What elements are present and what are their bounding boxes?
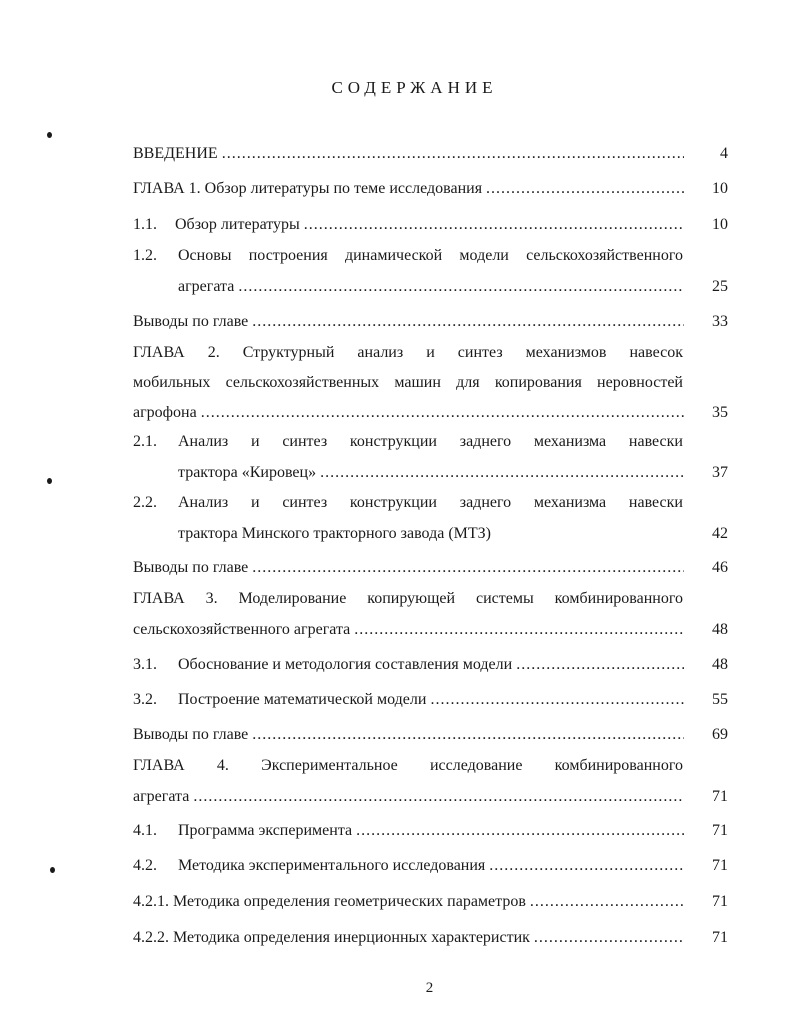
leader-dots — [238, 273, 684, 301]
toc-entry-title-cont: трактора Минского тракторного завода (МТЗ) — [178, 525, 491, 542]
toc-entry-number: 3.2. — [133, 691, 157, 708]
toc-entry-page: 71 — [712, 857, 728, 874]
toc-entry-page: 10 — [712, 180, 728, 197]
toc-entry-page: 55 — [712, 691, 728, 708]
toc-entry-title-cont: агрегата — [133, 788, 190, 805]
toc-entry-title: Обзор литературы — [175, 216, 300, 233]
leader-dots — [354, 616, 684, 644]
toc-entry-title: Построение математической модели — [178, 691, 427, 708]
toc-entry-title: Основы построения динамической модели сельскохозяйственного — [178, 247, 683, 264]
leader-dots — [356, 817, 684, 845]
leader-dots — [222, 140, 684, 168]
toc-entry-number: 1.1. — [133, 216, 157, 233]
toc-entry-page: 69 — [712, 726, 728, 743]
toc-entry-page: 48 — [712, 621, 728, 638]
leader-dots — [252, 721, 684, 749]
leader-dots — [430, 686, 684, 714]
toc-entry-number: 2.1. — [133, 433, 157, 450]
toc-entry[interactable] — [133, 242, 728, 301]
leader-dots — [486, 175, 684, 203]
toc-entry-number: 4.2. — [133, 857, 157, 874]
toc-entry-title: Анализ и синтез конструкции заднего механизма навески — [178, 433, 683, 450]
leader-dots — [252, 308, 684, 336]
toc-entry[interactable] — [133, 308, 728, 336]
toc-entry-number: 3.1. — [133, 656, 157, 673]
toc-entry[interactable] — [133, 752, 728, 811]
toc-entry-page: 10 — [712, 216, 728, 233]
margin-mark — [47, 478, 52, 484]
toc-entry-title: Выводы по главе — [133, 726, 249, 743]
toc-entry[interactable] — [133, 721, 728, 749]
toc-entry-title-cont: агрофона — [133, 404, 197, 421]
toc-entry-title-cont: мобильных сельскохозяйственных машин для копирования неровностей — [133, 374, 683, 391]
toc-entry[interactable] — [133, 651, 728, 679]
leader-dots — [516, 651, 684, 679]
toc-entry[interactable] — [133, 554, 728, 582]
toc-entry-title: ВВЕДЕНИЕ — [133, 145, 218, 162]
toc-entry[interactable] — [133, 339, 728, 427]
leader-dots — [201, 399, 684, 427]
leader-dots — [193, 783, 684, 811]
toc-entry-page: 4 — [720, 145, 728, 162]
toc-entry-title: 4.2.1. Методика определения геометрических параметров — [133, 893, 526, 910]
toc-entry[interactable] — [133, 585, 728, 644]
toc-entry-title: Методика экспериментального исследования — [178, 857, 486, 874]
margin-mark — [50, 867, 55, 873]
toc-entry-page: 71 — [712, 893, 728, 910]
toc-entry[interactable] — [133, 686, 728, 714]
toc-entry-page: 48 — [712, 656, 728, 673]
toc-entry-page: 71 — [712, 788, 728, 805]
toc-entry[interactable] — [133, 428, 728, 487]
toc-entry-page: 25 — [712, 278, 728, 295]
toc-entry-title: Анализ и синтез конструкции заднего механизма навески — [178, 494, 683, 511]
toc-entry-title-cont: трактора «Кировец» — [178, 464, 317, 481]
toc-entry-page: 46 — [712, 559, 728, 576]
margin-mark — [47, 132, 52, 138]
leader-dots — [252, 554, 684, 582]
toc-entry-title-cont: агрегата — [178, 278, 235, 295]
toc-entry[interactable] — [133, 924, 728, 952]
toc-entry-title: ГЛАВА 3. Моделирование копирующей системы комбинированного — [133, 590, 683, 607]
toc-entry-number: 1.2. — [133, 247, 157, 264]
toc-entry-page: 37 — [712, 464, 728, 481]
toc-entry[interactable] — [133, 852, 728, 880]
toc-entry[interactable] — [133, 489, 728, 548]
leader-dots — [320, 459, 684, 487]
leader-dots — [489, 852, 684, 880]
toc-entry-title: Выводы по главе — [133, 559, 249, 576]
toc-entry[interactable] — [133, 888, 728, 916]
toc-entry[interactable] — [133, 175, 728, 203]
toc-entry-title-cont: сельскохозяйственного агрегата — [133, 621, 351, 638]
toc-entry-title: Выводы по главе — [133, 313, 249, 330]
toc-entry-title: Обоснование и методология составления модели — [178, 656, 513, 673]
toc-entry-title: 4.2.2. Методика определения инерционных характеристик — [133, 929, 530, 946]
toc-entry[interactable] — [133, 211, 728, 239]
leader-dots — [534, 924, 684, 952]
toc-entry-page: 71 — [712, 822, 728, 839]
toc-entry-title: Программа эксперимента — [178, 822, 353, 839]
toc-entry-number: 4.1. — [133, 822, 157, 839]
page-number: 2 — [425, 980, 434, 996]
toc-entry-page: 71 — [712, 929, 728, 946]
toc-entry[interactable] — [133, 817, 728, 845]
toc-entry-number: 2.2. — [133, 494, 157, 511]
leader-dots — [530, 888, 684, 916]
page-title: СОДЕРЖАНИЕ — [331, 78, 498, 97]
leader-dots — [304, 211, 684, 239]
toc-entry-page: 33 — [712, 313, 728, 330]
toc-entry-page: 35 — [712, 404, 728, 421]
toc-entry-title: ГЛАВА 4. Экспериментальное исследование комбинированного — [133, 757, 683, 774]
toc-entry-title: ГЛАВА 1. Обзор литературы по теме исследования — [133, 180, 483, 197]
toc-entry[interactable] — [133, 140, 728, 168]
toc-entry-title: ГЛАВА 2. Структурный анализ и синтез механизмов навесок — [133, 344, 683, 361]
toc-entry-page: 42 — [712, 525, 728, 542]
